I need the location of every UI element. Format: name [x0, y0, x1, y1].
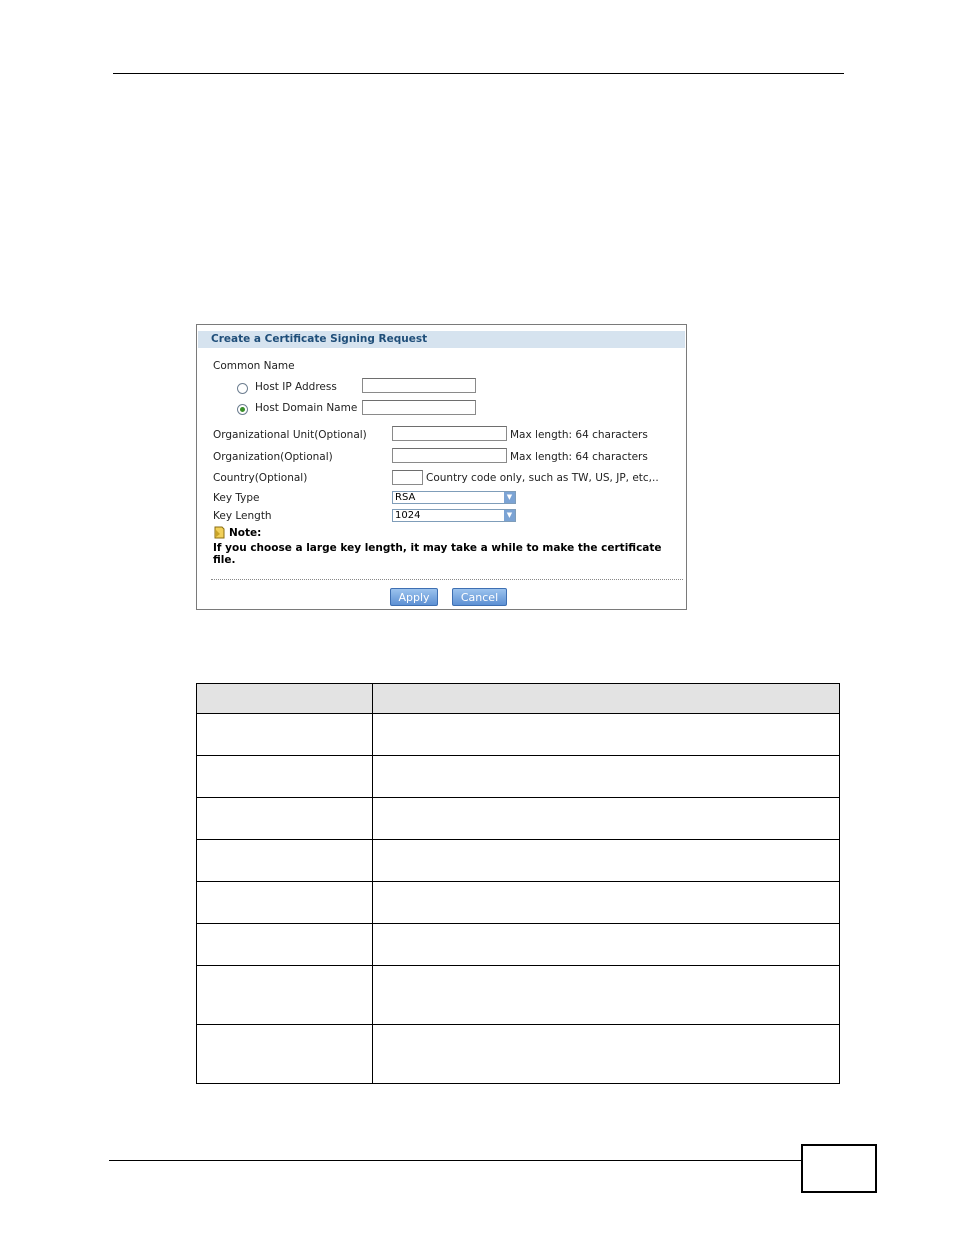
table-header-cell: [197, 684, 373, 714]
org-unit-hint: Max length: 64 characters: [510, 429, 648, 441]
org-input[interactable]: [392, 448, 507, 463]
common-name-label: Common Name: [213, 360, 295, 372]
org-label: Organization(Optional): [213, 451, 333, 463]
table-cell: [373, 924, 840, 966]
key-type-select[interactable]: [392, 491, 516, 504]
org-unit-label: Organizational Unit(Optional): [213, 429, 367, 441]
table-cell: [197, 966, 373, 1025]
csr-panel: [196, 324, 687, 610]
table-cell: [373, 966, 840, 1025]
note-icon: [213, 526, 226, 539]
table-row: [197, 882, 840, 924]
panel-title: Create a Certificate Signing Request: [198, 331, 685, 348]
apply-button[interactable]: Apply: [390, 588, 438, 606]
table-row: [197, 966, 840, 1025]
table-row: [197, 924, 840, 966]
header-rule: [113, 73, 844, 74]
key-type-value: RSA: [395, 492, 416, 503]
table-cell: [373, 798, 840, 840]
table-cell: [197, 924, 373, 966]
key-length-select[interactable]: [392, 509, 516, 522]
table-row: [197, 840, 840, 882]
field-description-table: [196, 683, 840, 1084]
country-hint: Country code only, such as TW, US, JP, etc,..: [426, 472, 659, 484]
table-cell: [373, 882, 840, 924]
host-ip-radio[interactable]: [237, 383, 248, 394]
host-domain-label: Host Domain Name: [255, 402, 358, 414]
chevron-down-icon: ▼: [504, 492, 515, 503]
chevron-down-icon: ▼: [504, 510, 515, 521]
host-ip-label: Host IP Address: [255, 381, 337, 393]
table-cell: [197, 714, 373, 756]
note-text-line-1: If you choose a large key length, it may take a while to make the certificate: [213, 542, 662, 554]
host-domain-input[interactable]: [362, 400, 476, 415]
table-cell: [373, 840, 840, 882]
note-text-line-2: file.: [213, 554, 236, 566]
table-cell: [197, 882, 373, 924]
host-domain-radio[interactable]: [237, 404, 248, 415]
note-label: Note:: [229, 527, 262, 539]
table-cell: [373, 756, 840, 798]
host-ip-input[interactable]: [362, 378, 476, 393]
key-length-label: Key Length: [213, 510, 272, 522]
table-row: [197, 798, 840, 840]
table-cell: [373, 1025, 840, 1084]
table-row: [197, 756, 840, 798]
panel-divider: [211, 579, 683, 580]
country-input[interactable]: [392, 470, 423, 485]
org-unit-input[interactable]: [392, 426, 507, 441]
table-header-cell: [373, 684, 840, 714]
table-cell: [197, 798, 373, 840]
table-cell: [373, 714, 840, 756]
key-length-value: 1024: [395, 510, 421, 521]
table-cell: [197, 840, 373, 882]
page-number-box: [801, 1144, 877, 1193]
footer-rule: [109, 1160, 801, 1161]
key-type-label: Key Type: [213, 492, 260, 504]
table-header-row: [197, 684, 840, 714]
country-label: Country(Optional): [213, 472, 308, 484]
table-row: [197, 714, 840, 756]
org-hint: Max length: 64 characters: [510, 451, 648, 463]
table-cell: [197, 1025, 373, 1084]
cancel-button[interactable]: Cancel: [452, 588, 507, 606]
table-row: [197, 1025, 840, 1084]
table-cell: [197, 756, 373, 798]
